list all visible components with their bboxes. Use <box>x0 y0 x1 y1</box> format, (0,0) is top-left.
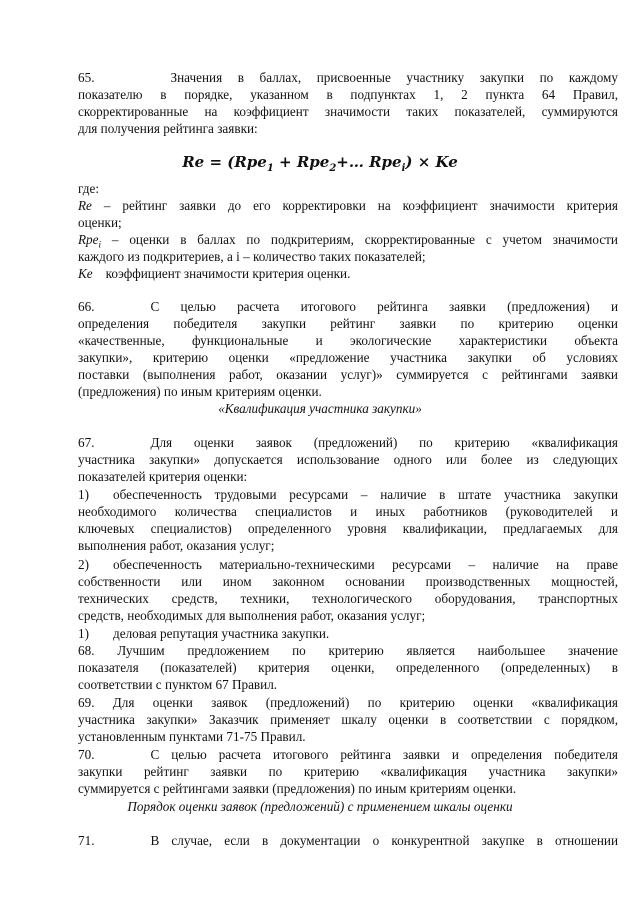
p66-line6: (предложения) по иным критериям оценки. <box>78 384 322 399</box>
p65-line2: показателю в порядке, указанном в подпунктах 1, 2 пункта 64 Правил, <box>78 87 618 102</box>
rating-formula: Re = (Rpe$_1$ + Rpe$_2$+… Rpe$_i$) × Ke <box>182 153 458 174</box>
p70-line2: закупки рейтинг заявки по критерию «квалификация участника закупки» <box>78 764 618 779</box>
p66-line3: «качественные, функциональные и экологические характеристики объекта <box>78 333 618 348</box>
item3: 1) деловая репутация участника закупки. <box>78 626 330 641</box>
p66-line1: 66. С целью расчета итогового рейтинга заявки (предложения) и <box>78 299 618 314</box>
item1-line4: выполнения работ, оказания услуг; <box>78 538 275 553</box>
p68-line2: показателя (показателей) критерия оценки, определенного (определенных) в <box>78 660 618 675</box>
item2-line3: технических средств, техники, технологического оборудования, транспортных <box>78 591 618 606</box>
item1-line1: 1) обеспеченность трудовыми ресурсами – наличие в штате участника закупки <box>78 487 618 502</box>
item2-line4: средств, необходимых для выполнения работ, оказания услуг; <box>78 608 426 623</box>
p68-line1: 68. Лучшим предложением по критерию является наибольшее значение <box>78 643 618 658</box>
p69-line2: участника закупки» Заказчик применяет шкалу оценки в соответствии с порядком, <box>78 712 618 727</box>
p65-line1: 65. Значения в баллах, присвоенные участнику закупки по каждому <box>78 70 618 85</box>
where-label: где: <box>78 181 99 196</box>
p69-line1: 69. Для оценки заявок (предложений) по критерию оценки «квалификация <box>78 695 618 710</box>
p70-line3: суммируется с рейтингами заявки (предложения) по иным критериям оценки. <box>78 781 517 796</box>
re-definition: Re – рейтинг заявки до его корректировки на коэффициент значимости критерия <box>78 198 618 213</box>
item2-line2: собственности или ином законном основании производственных мощностей, <box>78 574 618 589</box>
p67-line1: 67. Для оценки заявок (предложений) по критерию «квалификация <box>78 435 618 450</box>
item2-line1: 2) обеспеченность материально-техническими ресурсами – наличие на праве <box>78 557 618 572</box>
rpe-definition: Rpe$_i$ – оценки в баллах по подкритериям, скорректированные с учетом значимости <box>78 232 618 250</box>
section-heading-qualification: «Квалификация участника закупки» <box>218 401 422 416</box>
p71-line1: 71. В случае, если в документации о конкурентной закупке в отношении <box>78 833 618 848</box>
re-definition-cont: оценки; <box>78 215 122 230</box>
p65-line3: скорректированные на коэффициент значимости таких показателей, суммируются <box>78 104 618 119</box>
p66-line2: определения победителя закупки рейтинг заявки по критерию оценки <box>78 316 618 331</box>
p65-number: 65. <box>78 70 95 85</box>
p67-line2: участника закупки» допускается использование одного или более из следующих <box>78 452 618 467</box>
item1-line2: необходимого количества специалистов и иных работников (руководителей и <box>78 504 618 519</box>
ke-definition: Ke коэффициент значимости критерия оценки. <box>78 266 351 281</box>
p70-line1: 70. С целью расчета итогового рейтинга заявки и определения победителя <box>78 747 618 762</box>
rpe-definition-cont: каждого из подкритериев, а i – количество таких показателей; <box>78 249 426 264</box>
p68-line3: соответствии с пунктом 67 Правил. <box>78 677 278 692</box>
p69-line3: установленным пунктами 71-75 Правил. <box>78 729 306 744</box>
p66-line5: поставки (выполнения работ, оказании услуг)» суммируется с рейтингами заявки <box>78 367 618 382</box>
p67-line3: показателей критерия оценки: <box>78 469 248 484</box>
p66-line4: закупки», критерию оценки «предложение участника закупки об условиях <box>78 350 618 365</box>
p65-line4: для получения рейтинга заявки: <box>78 121 258 136</box>
item1-line3: ключевых специалистов) определенного уровня квалификации, предлагаемых для <box>78 521 618 536</box>
section-heading-scale: Порядок оценки заявок (предложений) с применением шкалы оценки <box>127 799 513 814</box>
